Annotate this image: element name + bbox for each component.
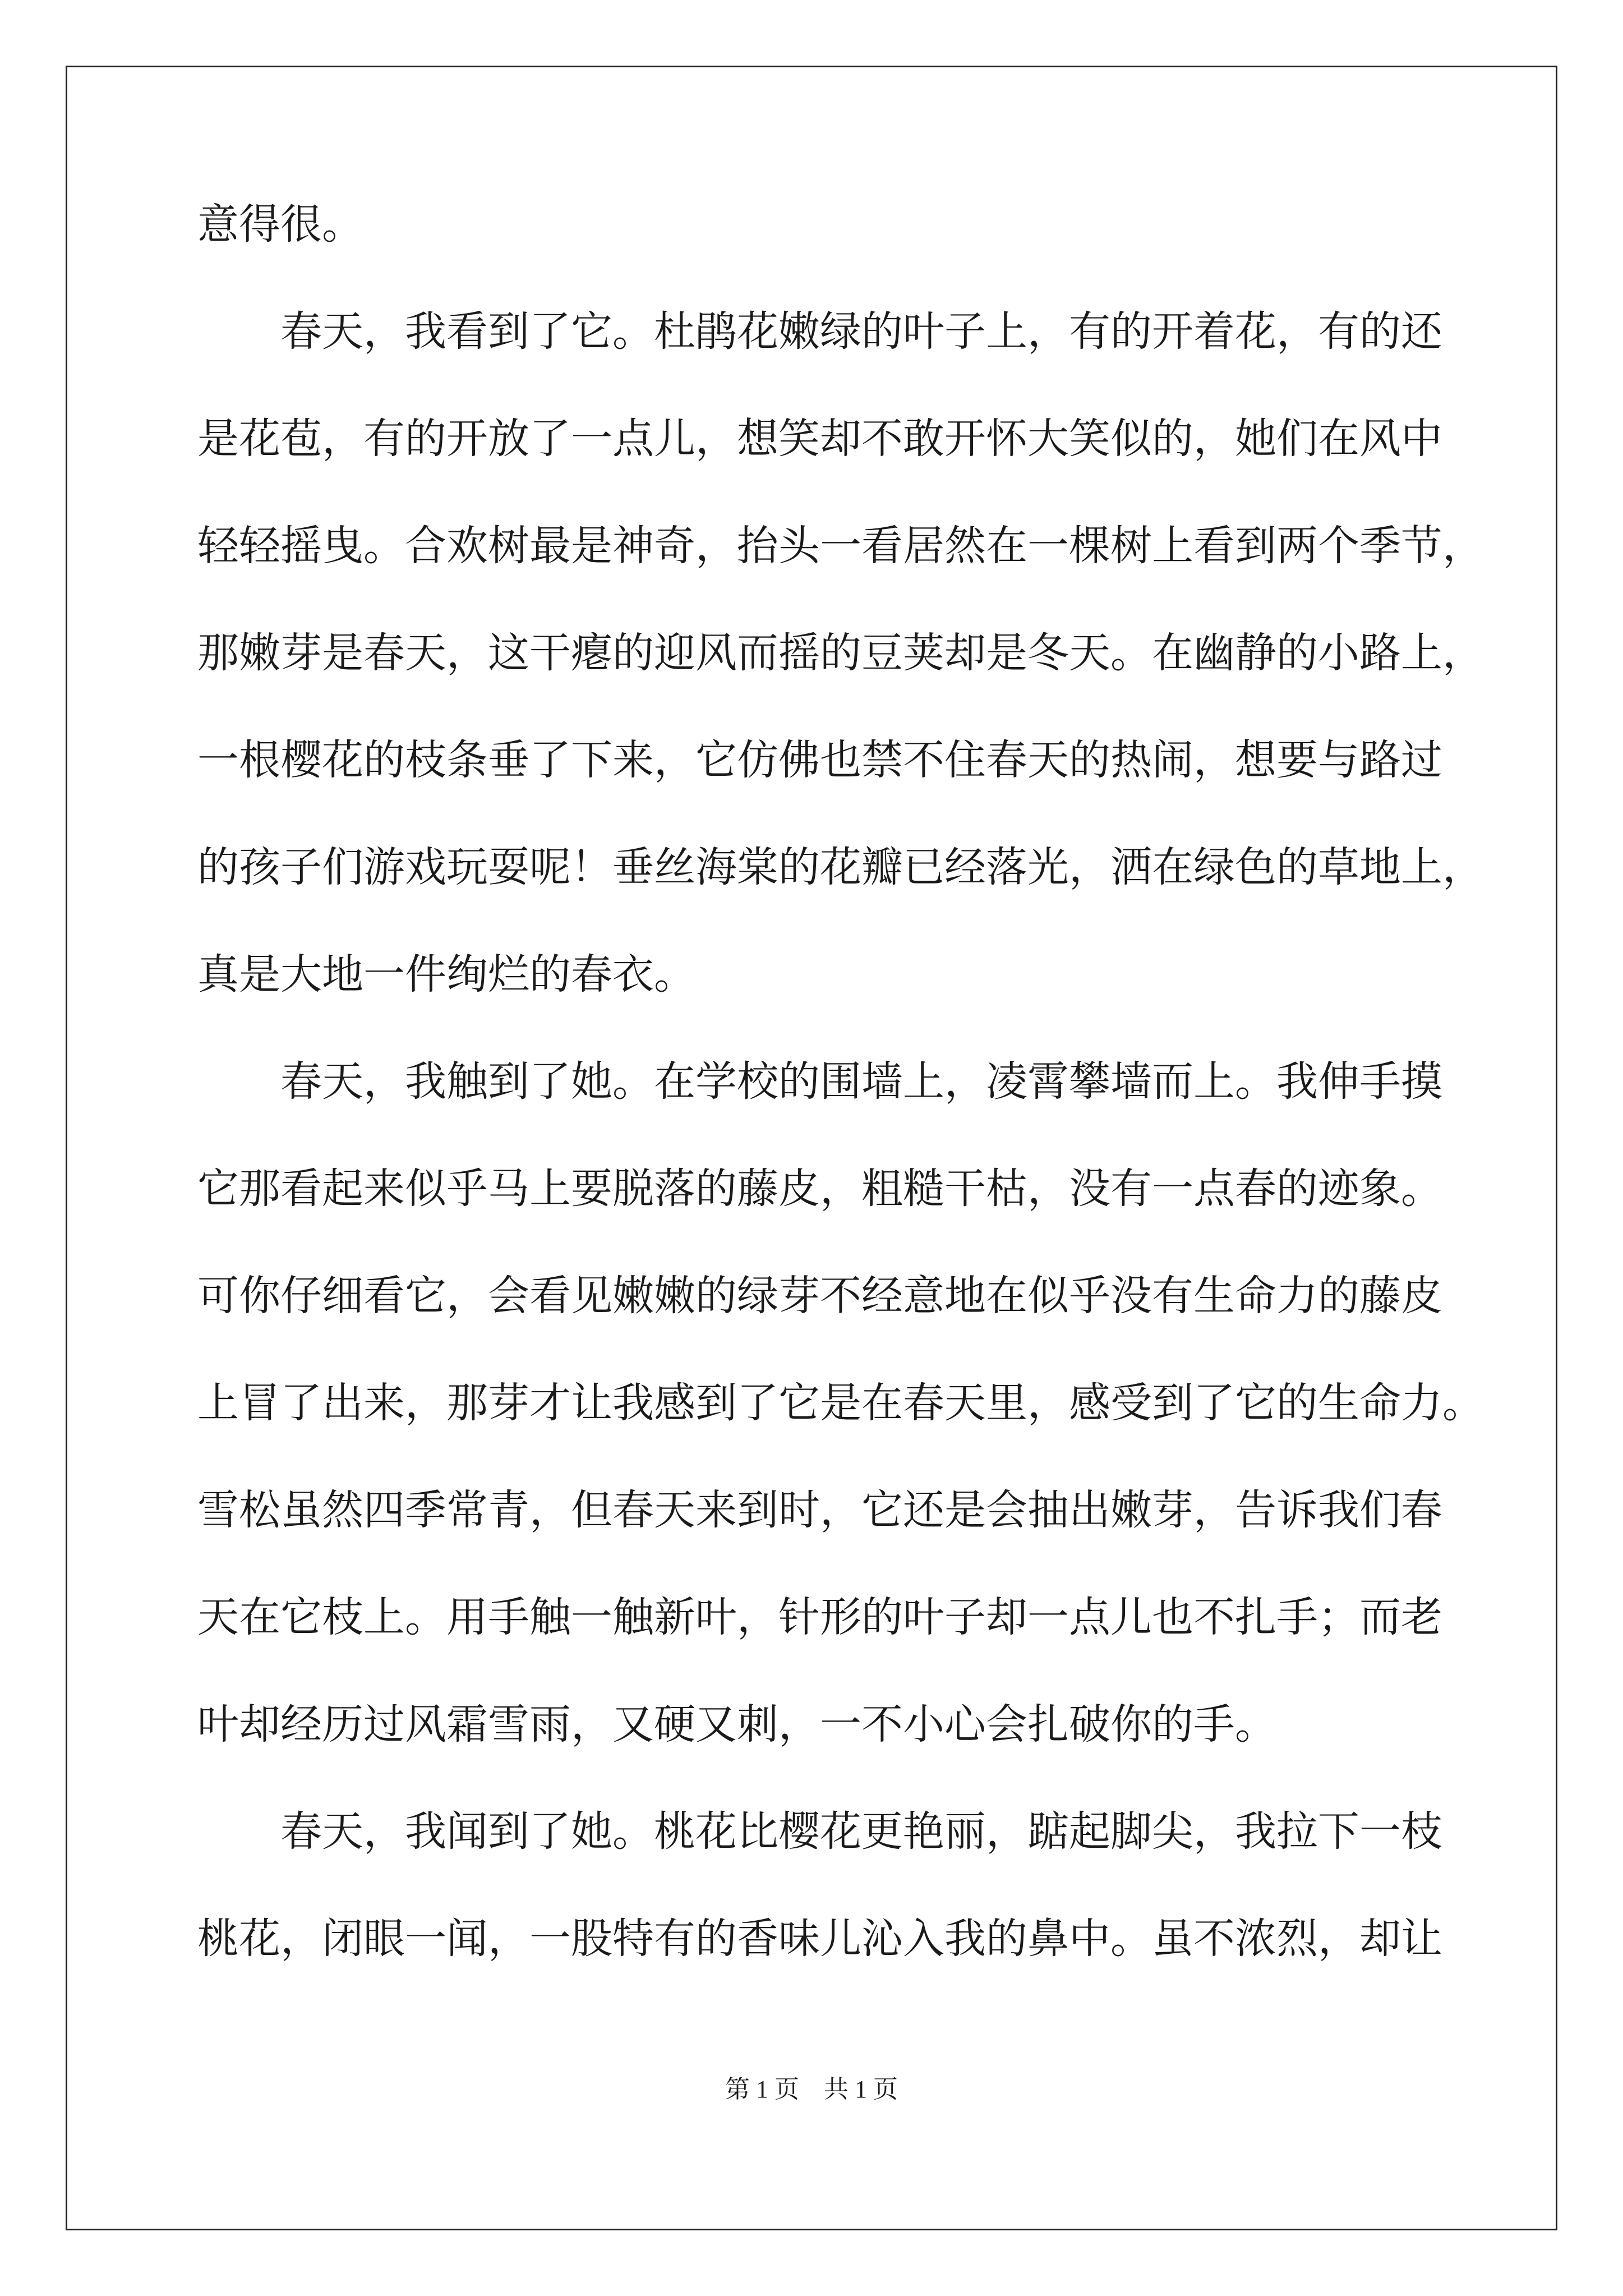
text-line: 是花苞，有的开放了一点儿，想笑却不敢开怀大笑似的，她们在风中 bbox=[197, 415, 1442, 463]
paragraph-first-line: 春天，我触到了她。在学校的围墙上，凌霄攀墙而上。我伸手摸 bbox=[280, 1057, 1442, 1106]
text-line: 意得很。 bbox=[197, 200, 363, 249]
page-number: 第 1 页 bbox=[725, 2076, 799, 2103]
text-line: 轻轻摇曳。合欢树最是神奇，抬头一看居然在一棵树上看到两个季节， bbox=[197, 522, 1484, 570]
text-line: 上冒了出来，那芽才让我感到了它是在春天里，感受到了它的生命力。 bbox=[197, 1379, 1484, 1427]
text-line: 桃花，闭眼一闻，一股特有的香味儿沁入我的鼻中。虽不浓烈，却让 bbox=[197, 1915, 1442, 1963]
page-border bbox=[66, 66, 1557, 2230]
text-line: 的孩子们游戏玩耍呢！垂丝海棠的花瓣已经落光，洒在绿色的草地上， bbox=[197, 843, 1484, 891]
text-line: 可你仔细看它，会看见嫩嫩的绿芽不经意地在似乎没有生命力的藤皮 bbox=[197, 1272, 1442, 1320]
text-line: 天在它枝上。用手触一触新叶，针形的叶子却一点儿也不扎手；而老 bbox=[197, 1593, 1442, 1641]
paragraph-first-line: 春天，我看到了它。杜鹃花嫩绿的叶子上，有的开着花，有的还 bbox=[280, 307, 1442, 356]
text-line: 它那看起来似乎马上要脱落的藤皮，粗糙干枯，没有一点春的迹象。 bbox=[197, 1165, 1442, 1213]
page-total: 共 1 页 bbox=[824, 2076, 898, 2103]
page-footer bbox=[0, 2073, 1623, 2106]
text-line: 真是大地一件绚烂的春衣。 bbox=[197, 950, 695, 999]
paragraph-first-line: 春天，我闻到了她。桃花比樱花更艳丽，踮起脚尖，我拉下一枝 bbox=[280, 1807, 1442, 1856]
text-line: 叶却经历过风霜雪雨，又硬又刺，一不小心会扎破你的手。 bbox=[197, 1700, 1276, 1749]
text-line: 雪松虽然四季常青，但春天来到时，它还是会抽出嫩芽，告诉我们春 bbox=[197, 1486, 1442, 1534]
text-line: 那嫩芽是春天，这干瘪的迎风而摇的豆荚却是冬天。在幽静的小路上， bbox=[197, 629, 1484, 677]
text-line: 一根樱花的枝条垂了下来，它仿佛也禁不住春天的热闹，想要与路过 bbox=[197, 736, 1442, 784]
